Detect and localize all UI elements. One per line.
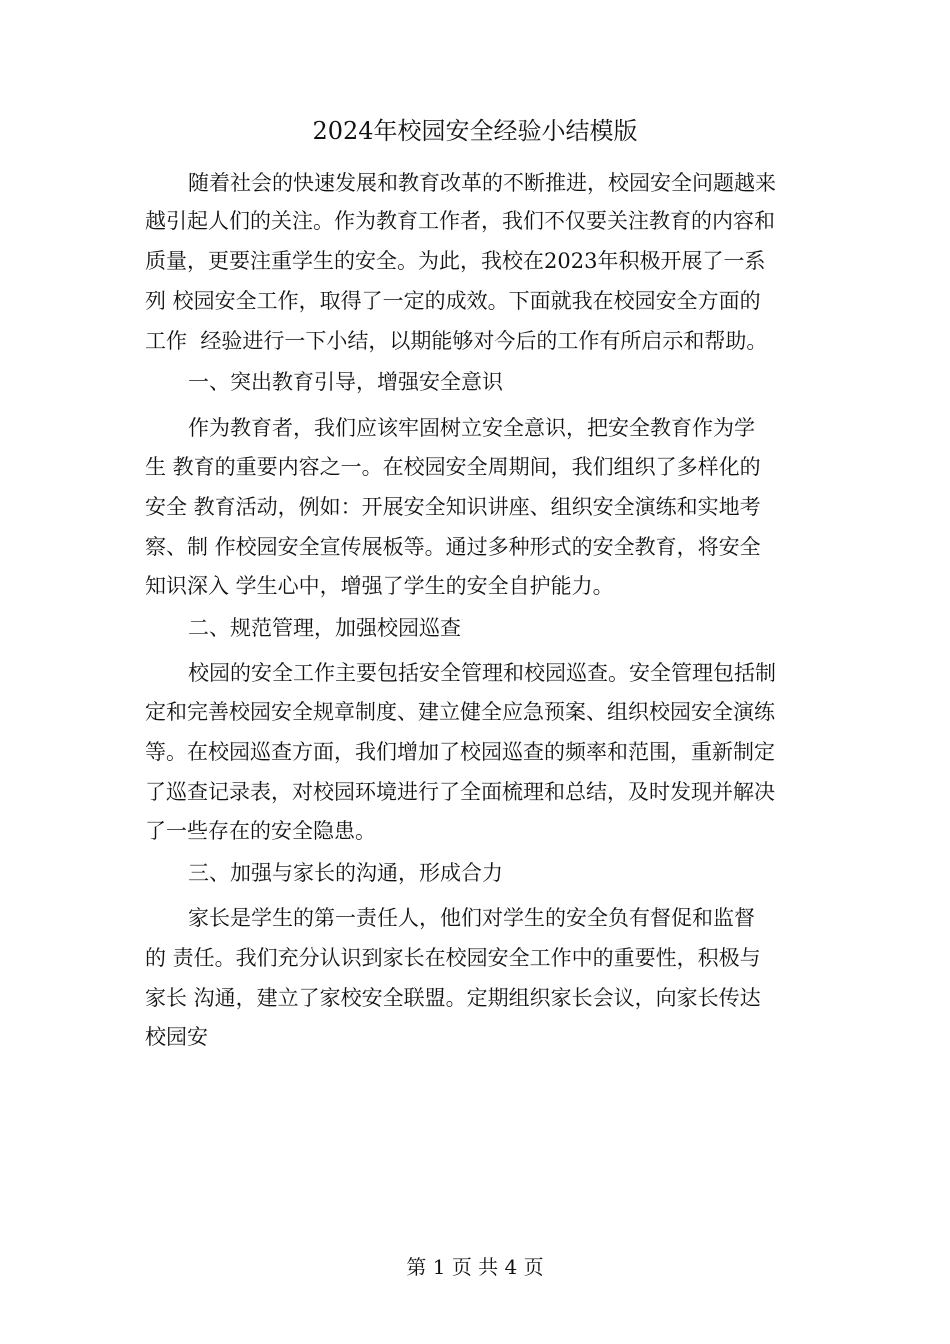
paragraph-line: 质量，更要注重学生的安全。为此，我校在2023年积极开展了一系 xyxy=(145,249,766,273)
paragraph-line: 家长是学生的第一责任人，他们对学生的安全负有督促和监督 xyxy=(188,906,755,930)
paragraph-line: 工作 经验进行一下小结，以期能够对今后的工作有所启示和帮助。 xyxy=(145,329,768,353)
paragraph-line: 生 教育的重要内容之一。在校园安全周期间，我们组织了多样化的 xyxy=(145,455,761,479)
document-title: 2024年校园安全经验小结模版 xyxy=(312,117,638,145)
paragraph-line: 定和完善校园安全规章制度、建立健全应急预案、组织校园安全演练 xyxy=(145,700,775,724)
paragraph-line: 越引起人们的关注。作为教育工作者，我们不仅要关注教育的内容和 xyxy=(145,209,775,233)
paragraph-line: 作为教育者，我们应该牢固树立安全意识，把安全教育作为学 xyxy=(188,416,755,440)
paragraph-line: 等。在校园巡查方面，我们增加了校园巡查的频率和范围，重新制定 xyxy=(145,740,775,764)
paragraph-line: 察、制 作校园安全宣传展板等。通过多种形式的安全教育，将安全 xyxy=(145,535,761,559)
paragraph-line: 的 责任。我们充分认识到家长在校园安全工作中的重要性，积极与 xyxy=(145,946,761,970)
page-footer: 第 1 页 共 4 页 xyxy=(406,1255,544,1279)
paragraph-line: 了巡查记录表，对校园环境进行了全面梳理和总结，及时发现并解决 xyxy=(145,780,775,804)
paragraph-line: 知识深入 学生心中，增强了学生的安全自护能力。 xyxy=(145,574,614,598)
section-heading: 二、规范管理，加强校园巡查 xyxy=(188,616,461,640)
paragraph-line: 列 校园安全工作，取得了一定的成效。下面就我在校园安全方面的 xyxy=(145,289,761,313)
section-heading: 三、加强与家长的沟通，形成合力 xyxy=(188,861,503,885)
section-heading: 一、突出教育引导，增强安全意识 xyxy=(188,370,503,394)
paragraph-line: 安全 教育活动，例如：开展安全知识讲座、组织安全演练和实地考 xyxy=(145,495,761,519)
paragraph-line: 了一些存在的安全隐患。 xyxy=(145,819,376,843)
paragraph-line: 校园的安全工作主要包括安全管理和校园巡查。安全管理包括制 xyxy=(188,661,776,685)
paragraph-line: 校园安 xyxy=(145,1025,208,1049)
paragraph-line: 随着社会的快速发展和教育改革的不断推进，校园安全问题越来 xyxy=(188,171,776,195)
paragraph-line: 家长 沟通，建立了家校安全联盟。定期组织家长会议，向家长传达 xyxy=(145,986,761,1010)
